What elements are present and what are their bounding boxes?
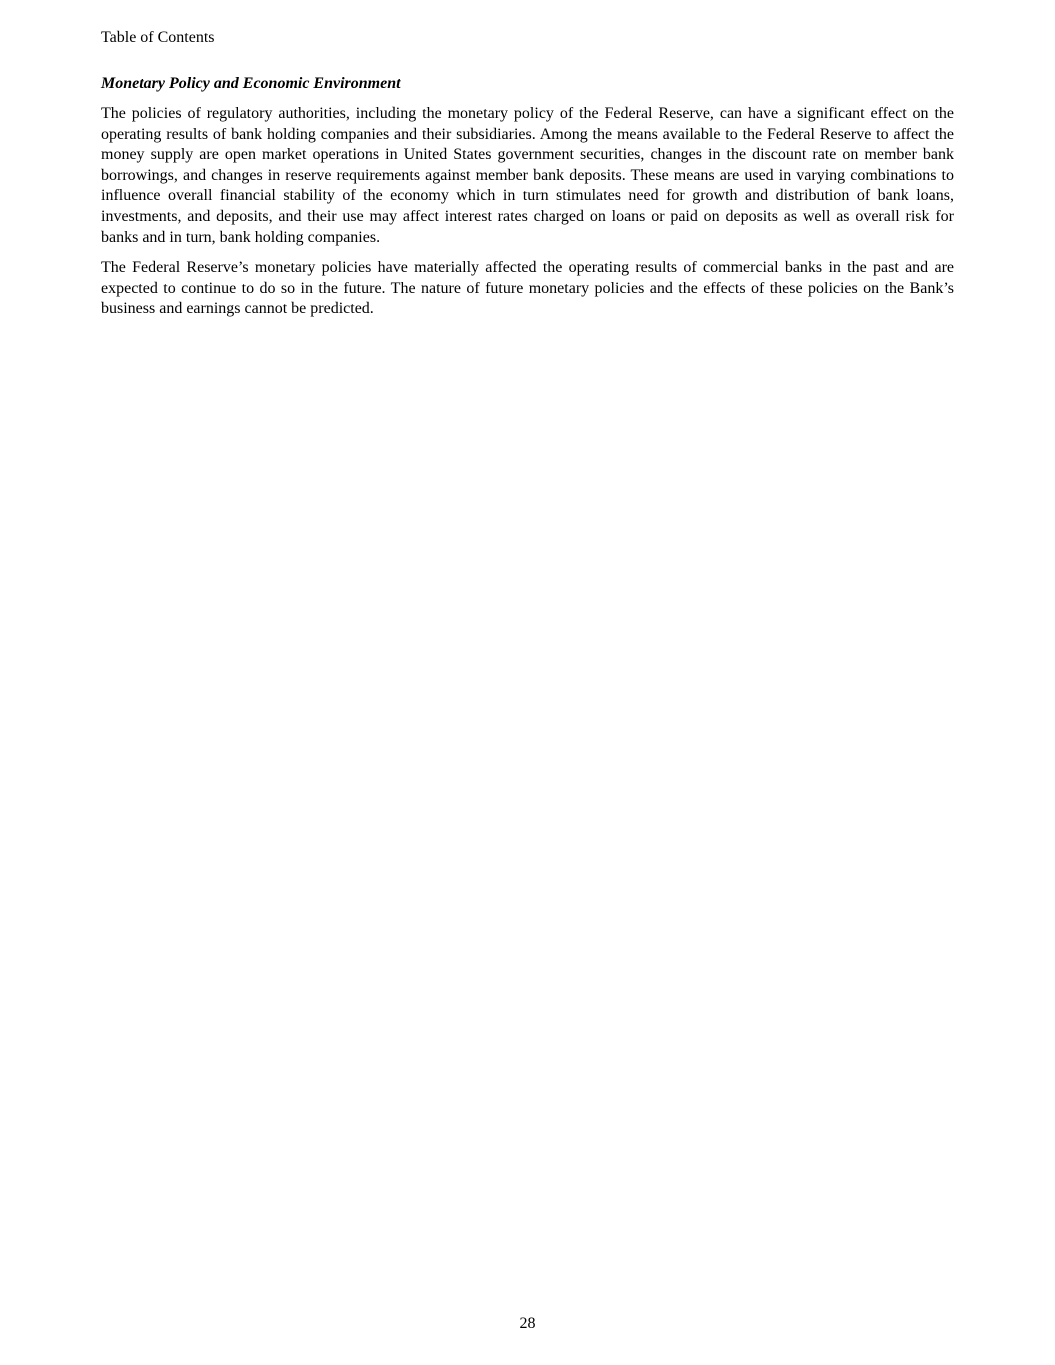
table-of-contents-link[interactable]: Table of Contents (101, 29, 215, 46)
section-heading: Monetary Policy and Economic Environment (101, 75, 401, 92)
paragraph-monetary-policy-effects: The policies of regulatory authorities, including the monetary policy of the Federal Reserve, can have a significant effect on the operating results of bank holding companies and their subsidiaries. Among the means available to the Federal Reserve to affect the money supply are open market operations in United States government securities, changes in the discount rate on member bank borrowings, and changes in reserve requirements against member bank deposits. These means are used in varying combinations to influence overall financial stability of the economy which in turn stimulates need for growth and distribution of bank loans, investments, and deposits, and their use may affect interest rates charged on loans or paid on deposits as well as overall risk for banks and in turn, bank holding companies. (101, 105, 954, 246)
document-body (101, 73, 954, 330)
page-number: 28 (519, 1315, 536, 1332)
paragraph-federal-reserve-policies: The Federal Reserve’s monetary policies have materially affected the operating results of commercial banks in the past and are expected to continue to do so in the future. The nature of future monetary policies and the effects of these policies on the Bank’s business and earnings cannot be predicted. (101, 259, 954, 318)
